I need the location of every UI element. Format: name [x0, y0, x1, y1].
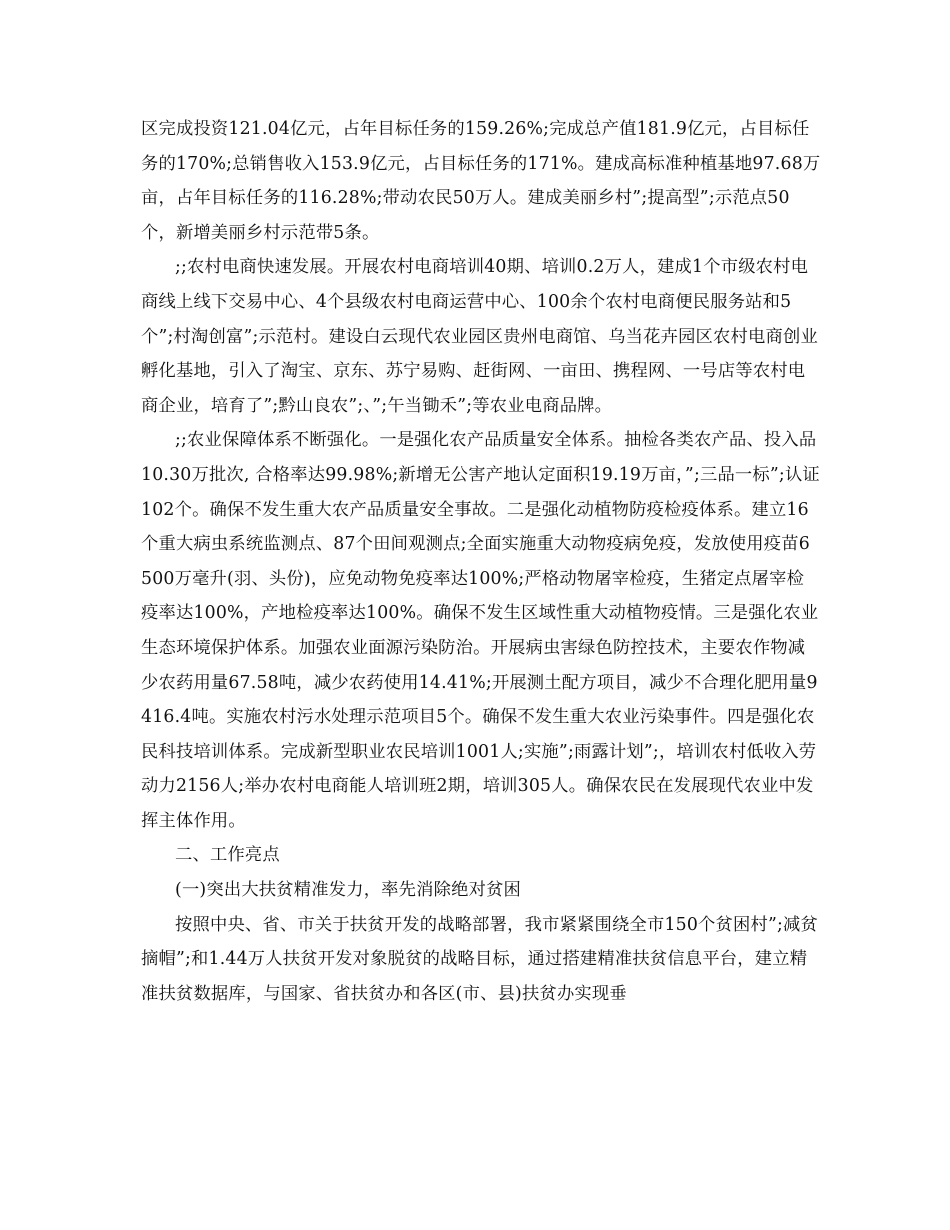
paragraph-rural-ecommerce: ;;农村电商快速发展。开展农村电商培训40期、培训0.2万人，建成1个市级农村电商线上线下交易中心、4个县级农村电商运营中心、100余个农村电商便民服务站和5个”;村淘创富”;示范村。建设白云现代农业园区贵州电商馆、乌当花卉园区农村电商创业孵化基地，引入了淘宝、京东、苏宁易购、赶街网、一亩田、携程网、一号店等农村电商企业，培育了”;黔山良农”;、”;午当锄禾”;等农业电商品牌。	[141, 257, 818, 416]
paragraph-poverty-alleviation: 按照中央、省、市关于扶贫开发的战略部署，我市紧紧围绕全市150个贫困村”;减贫摘帽”;和1.44万人扶贫开发对象脱贫的战略目标，通过搭建精准扶贫信息平台，建立精准扶贫数据库，与国家、省扶贫办和各区(市、县)扶贫办实现垂	[141, 914, 819, 1004]
subsection-heading-poverty-alleviation: (一)突出大扶贫精准发力，率先消除绝对贫困	[175, 880, 522, 901]
document-body	[141, 112, 821, 1011]
section-heading-highlights: 二、工作亮点	[175, 845, 280, 866]
paragraph-investment-results: 区完成投资121.04亿元，占年目标任务的159.26%;完成总产值181.9亿元，占目标任务的170%;总销售收入153.9亿元，占目标任务的171%。建成高标准种植基地97.68万亩，占年目标任务的116.28%;带动农民50万人。建成美丽乡村”;提高型”;示范点50个，新增美丽乡村示范带5条。	[141, 119, 821, 243]
paragraph-agricultural-safeguards: ;;农业保障体系不断强化。一是强化农产品质量安全体系。抽检各类农产品、投入品10.30万批次, 合格率达99.98%;新增无公害产地认定面积19.19万亩，”;三品一标”;认证102个。确保不发生重大农产品质量安全事故。二是强化动植物防疫检疫体系。建立16个重大病虫系统监测点、87个田间观测点;全面实施重大动物疫病免疫，发放使用疫苗6500万毫升(羽、头份)，应免动物免疫率达100%;严格动物屠宰检疫，生猪定点屠宰检疫率达100%，产地检疫率达100%。确保不发生区域性重大动植物疫情。三是强化农业生态环境保护体系。加强农业面源污染防治。开展病虫害绿色防控技术，主要农作物减少农药用量67.58吨，减少农药使用14.41%;开展测土配方项目，减少不合理化肥用量9416.4吨。实施农村污水处理示范项目5个。确保不发生重大农业污染事件。四是强化农民科技培训体系。完成新型职业农民培训1001人;实施”;雨露计划”;，培训农村低收入劳动力2156人;举办农村电商能人培训班2期，培训305人。确保农民在发展现代农业中发挥主体作用。	[141, 430, 820, 831]
